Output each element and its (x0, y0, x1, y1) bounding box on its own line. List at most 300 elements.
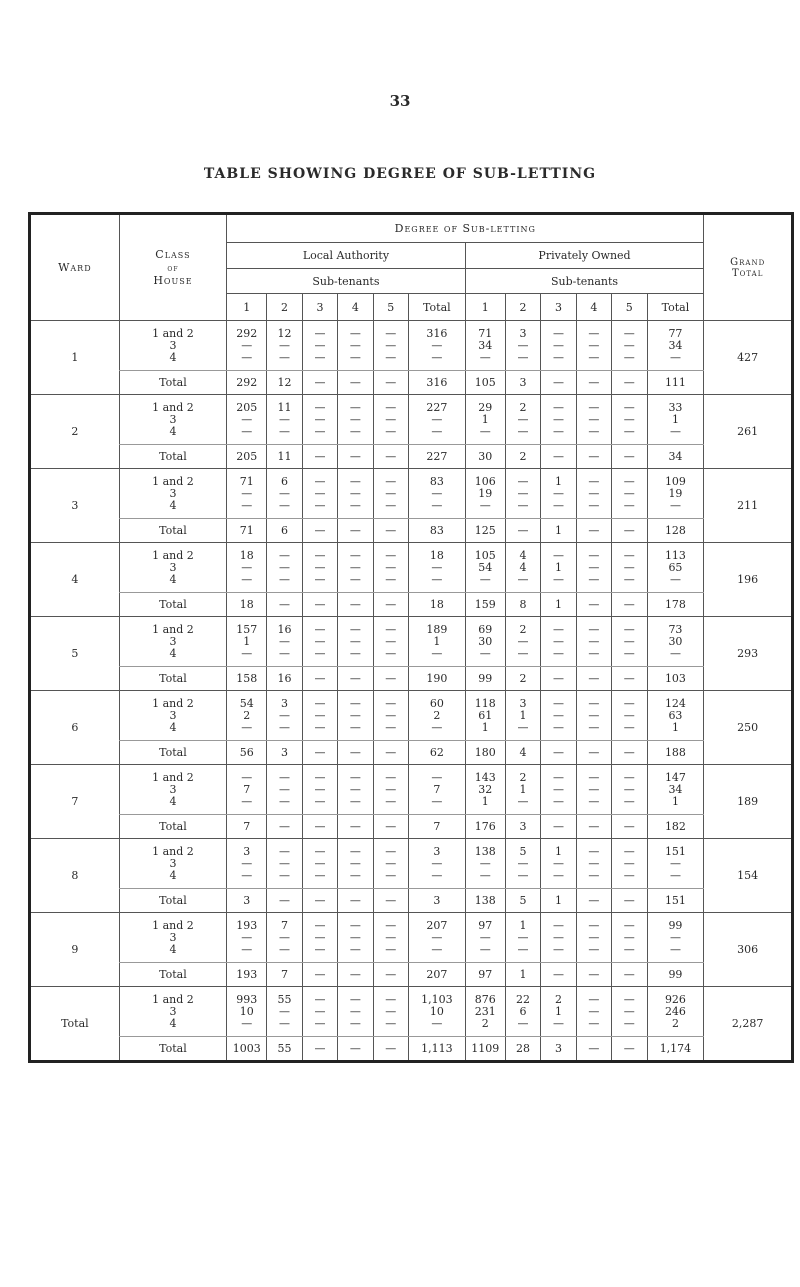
cell-value: — (241, 338, 253, 352)
cell-value: 193 (236, 918, 258, 932)
class-header-line-1: Class (155, 248, 191, 261)
cell-value: — (385, 400, 397, 414)
cell-value: 30 (478, 634, 493, 648)
local-total-cell (409, 987, 466, 1037)
local-5-total-cell: — (373, 667, 408, 691)
cell-value: — (552, 696, 564, 710)
private-1-total-cell: 125 (465, 519, 505, 543)
private-4-total-cell: — (576, 1037, 611, 1062)
local-2-total-cell: 16 (267, 667, 302, 691)
cell-value: — (385, 572, 397, 586)
local-1-total-cell: 7 (227, 815, 267, 839)
local-4-cell (338, 913, 373, 963)
local-5-cell (373, 543, 408, 593)
cell-value: — (385, 844, 397, 858)
cell-value: 1 (671, 720, 679, 734)
local-2-cell (267, 321, 302, 371)
cell-value: — (385, 646, 397, 660)
local-2-cell (267, 987, 302, 1037)
cell-value: 54 (478, 560, 493, 574)
cell-value: 99 (668, 918, 683, 932)
grand-total-cell: 427 (704, 321, 793, 395)
cell-value: — (552, 942, 564, 956)
private-2-total-cell: 2 (505, 445, 540, 469)
private-3-total-cell: — (541, 741, 576, 765)
cell-value: — (517, 634, 529, 648)
local-total-total-cell: 190 (409, 667, 466, 691)
local-3-cell (302, 839, 337, 889)
local-5-total-cell: — (373, 815, 408, 839)
cell-value: — (623, 794, 635, 808)
local-1-cell (227, 987, 267, 1037)
private-4-cell (576, 469, 611, 519)
total-label: Total (119, 519, 226, 543)
cell-value: — (279, 942, 291, 956)
cell-value: 69 (478, 622, 493, 636)
ward-cell: 8 (30, 839, 120, 913)
private-3-cell (541, 395, 576, 445)
cell-value: — (517, 474, 529, 488)
class-cell (119, 839, 226, 889)
cell-value: 2 (433, 708, 441, 722)
local-2-cell (267, 543, 302, 593)
cell-value: 71 (478, 326, 493, 340)
cell-value: — (349, 856, 361, 870)
cell-value: — (385, 868, 397, 882)
cell-value: 32 (478, 782, 493, 796)
local-2-cell (267, 395, 302, 445)
private-4-cell (576, 839, 611, 889)
cell-value: 34 (668, 338, 683, 352)
cell-value: 3 (243, 844, 251, 858)
grand-total-cell: 211 (704, 469, 793, 543)
total-row (30, 963, 793, 987)
private-5-total-cell: — (612, 815, 647, 839)
private-total-cell (647, 543, 704, 593)
cell-value: — (623, 498, 635, 512)
cell-value: — (349, 696, 361, 710)
cell-value: — (241, 770, 253, 784)
total-label: Total (119, 815, 226, 839)
cell-value: — (669, 572, 681, 586)
cell-value: — (623, 1004, 635, 1018)
private-1-cell (465, 987, 505, 1037)
cell-value: 10 (429, 1004, 444, 1018)
cell-value: — (349, 400, 361, 414)
cell-value: — (517, 498, 529, 512)
local-1-cell (227, 395, 267, 445)
cell-value: 34 (478, 338, 493, 352)
class-cell (119, 395, 226, 445)
cell-value: — (552, 868, 564, 882)
cell-value: 19 (668, 486, 683, 500)
cell-value: — (431, 498, 443, 512)
cell-value: — (349, 486, 361, 500)
private-1-total-cell: 138 (465, 889, 505, 913)
private-2-total-cell: 3 (505, 371, 540, 395)
cell-value: — (349, 782, 361, 796)
local-4-total-cell: — (338, 815, 373, 839)
class-line: 3 (169, 634, 177, 648)
cell-value: — (241, 942, 253, 956)
class-line: 3 (169, 338, 177, 352)
table-row (30, 617, 793, 667)
degree-header: Degree of Sub-letting (227, 214, 704, 243)
local-2-total-cell: — (267, 593, 302, 617)
local-1-total-cell: 1003 (227, 1037, 267, 1062)
local-total-total-cell: 1,113 (409, 1037, 466, 1062)
table-row (30, 321, 793, 371)
cell-value: — (517, 646, 529, 660)
cell-value: 2 (671, 1016, 679, 1030)
cell-value: 12 (277, 326, 292, 340)
local-1-total-cell: 193 (227, 963, 267, 987)
cell-value: — (279, 560, 291, 574)
cell-value: — (623, 400, 635, 414)
cell-value: 316 (426, 326, 448, 340)
cell-value: 3 (519, 326, 527, 340)
private-5-total-cell: — (612, 741, 647, 765)
cell-value: — (314, 720, 326, 734)
cell-value: — (552, 708, 564, 722)
local-total-cell (409, 691, 466, 741)
cell-value: 77 (668, 326, 683, 340)
cell-value: — (517, 486, 529, 500)
cell-value: — (385, 560, 397, 574)
class-line: 1 and 2 (152, 400, 194, 414)
cell-value: — (314, 794, 326, 808)
cell-value: 118 (474, 696, 496, 710)
cell-value: — (279, 856, 291, 870)
cell-value: — (279, 424, 291, 438)
private-5-total-cell: — (612, 519, 647, 543)
private-4-cell (576, 617, 611, 667)
cell-value: — (479, 930, 491, 944)
cell-value: — (588, 770, 600, 784)
private-2-cell (505, 617, 540, 667)
class-line: 4 (169, 868, 177, 882)
cell-value: — (623, 930, 635, 944)
private-2-cell (505, 469, 540, 519)
private-5-total-cell: — (612, 1037, 647, 1062)
cell-value: — (279, 572, 291, 586)
cell-value: — (552, 350, 564, 364)
local-total-total-cell: 316 (409, 371, 466, 395)
cell-value: — (279, 412, 291, 426)
cell-value: — (349, 942, 361, 956)
cell-value: — (314, 868, 326, 882)
class-cell (119, 321, 226, 371)
cell-value: — (385, 486, 397, 500)
cell-value: — (588, 338, 600, 352)
cell-value: 4 (519, 560, 527, 574)
cell-value: — (314, 350, 326, 364)
local-2-total-cell: 7 (267, 963, 302, 987)
cell-value: — (314, 770, 326, 784)
cell-value: — (669, 856, 681, 870)
private-2-total-cell: 28 (505, 1037, 540, 1062)
cell-value: — (314, 474, 326, 488)
cell-value: 1 (554, 474, 562, 488)
cell-value: — (314, 338, 326, 352)
class-line: 1 and 2 (152, 326, 194, 340)
local-5-total-cell: — (373, 741, 408, 765)
local-1-total-cell: 71 (227, 519, 267, 543)
local-3-cell (302, 987, 337, 1037)
cell-value: — (349, 424, 361, 438)
table-row (30, 543, 793, 593)
private-5-cell (612, 395, 647, 445)
local-total-total-cell: 207 (409, 963, 466, 987)
total-row (30, 593, 793, 617)
cell-value: 1 (554, 1004, 562, 1018)
cell-value: — (279, 930, 291, 944)
cell-value: 60 (429, 696, 444, 710)
cell-value: 73 (668, 622, 683, 636)
cell-value: — (349, 646, 361, 660)
table-row (30, 469, 793, 519)
class-line: 1 and 2 (152, 548, 194, 562)
private-total-total-cell: 103 (647, 667, 704, 691)
private-5-total-cell: — (612, 593, 647, 617)
grand-total-header (704, 214, 793, 321)
table-title: TABLE SHOWING DEGREE OF SUB-LETTING (203, 166, 597, 182)
cell-value: — (517, 1016, 529, 1030)
cell-value: — (479, 856, 491, 870)
cell-value: — (552, 794, 564, 808)
cell-value: — (314, 646, 326, 660)
cell-value: — (385, 992, 397, 1006)
private-1-cell (465, 691, 505, 741)
cell-value: — (623, 646, 635, 660)
private-2-cell (505, 691, 540, 741)
local-2-total-cell: 11 (267, 445, 302, 469)
ward-cell: 6 (30, 691, 120, 765)
cell-value: — (314, 622, 326, 636)
private-total-cell (647, 987, 704, 1037)
cell-value: — (623, 992, 635, 1006)
total-label: Total (119, 963, 226, 987)
cell-value: — (588, 548, 600, 562)
private-5-cell (612, 617, 647, 667)
cell-value: — (349, 548, 361, 562)
cell-value: — (623, 708, 635, 722)
cell-value: 54 (239, 696, 254, 710)
cell-value: — (552, 572, 564, 586)
cell-value: — (431, 424, 443, 438)
local-5-total-cell: — (373, 1037, 408, 1062)
cell-value: 18 (429, 548, 444, 562)
local-1-cell (227, 321, 267, 371)
local-total-total-cell: 83 (409, 519, 466, 543)
cell-value: 18 (239, 548, 254, 562)
class-cell (119, 469, 226, 519)
cell-value: 1 (481, 412, 489, 426)
cell-value: — (385, 696, 397, 710)
cell-value: 157 (236, 622, 258, 636)
local-4-cell (338, 543, 373, 593)
cell-value: — (431, 856, 443, 870)
total-row (30, 667, 793, 691)
cell-value: — (588, 918, 600, 932)
local-5-cell (373, 691, 408, 741)
local-3-cell (302, 913, 337, 963)
cell-value: — (279, 350, 291, 364)
cell-value: — (349, 992, 361, 1006)
ward-cell: Total (30, 987, 120, 1062)
private-total-total-cell: 111 (647, 371, 704, 395)
total-label: Total (119, 741, 226, 765)
cell-value: — (385, 856, 397, 870)
private-1-cell (465, 617, 505, 667)
total-label: Total (119, 889, 226, 913)
local-subtenants-header: Sub-tenants (227, 269, 466, 294)
cell-value: — (623, 350, 635, 364)
cell-value: — (588, 498, 600, 512)
cell-value: — (623, 856, 635, 870)
private-total-cell (647, 913, 704, 963)
cell-value: 1 (671, 794, 679, 808)
cell-value: 1 (519, 782, 527, 796)
cell-value: — (623, 720, 635, 734)
class-line: 4 (169, 646, 177, 660)
private-3-cell (541, 469, 576, 519)
cell-value: — (588, 424, 600, 438)
cell-value: — (241, 350, 253, 364)
total-row (30, 371, 793, 395)
private-4-cell (576, 321, 611, 371)
cell-value: — (314, 400, 326, 414)
cell-value: — (349, 350, 361, 364)
private-4-cell (576, 543, 611, 593)
private-3-cell (541, 765, 576, 815)
cell-value: — (588, 930, 600, 944)
local-3-total-cell: — (302, 519, 337, 543)
ward-header: Ward (30, 214, 120, 321)
cell-value: — (623, 326, 635, 340)
cell-value: — (385, 708, 397, 722)
cell-value: — (349, 918, 361, 932)
cell-value: — (431, 412, 443, 426)
cell-value: — (588, 1004, 600, 1018)
cell-value: 105 (474, 548, 496, 562)
cell-value: 1 (433, 634, 441, 648)
local-5-total-cell: — (373, 519, 408, 543)
cell-value: — (669, 424, 681, 438)
private-3-cell (541, 617, 576, 667)
cell-value: 1 (243, 634, 251, 648)
cell-value: — (279, 646, 291, 660)
private-3-cell (541, 987, 576, 1037)
private-2-total-cell: 8 (505, 593, 540, 617)
private-5-cell (612, 839, 647, 889)
cell-value: — (241, 486, 253, 500)
cell-value: — (431, 560, 443, 574)
cell-value: — (479, 424, 491, 438)
cell-value: — (552, 646, 564, 660)
cell-value: 6 (519, 1004, 527, 1018)
cell-value: — (552, 1016, 564, 1030)
private-2-cell (505, 987, 540, 1037)
private-total-total-cell: 151 (647, 889, 704, 913)
cell-value: — (279, 794, 291, 808)
local-3-total-cell: — (302, 963, 337, 987)
local-2-cell (267, 617, 302, 667)
cell-value: — (279, 770, 291, 784)
cell-value: 151 (664, 844, 686, 858)
cell-value: — (623, 486, 635, 500)
private-total-cell (647, 395, 704, 445)
cell-value: — (517, 930, 529, 944)
cell-value: 143 (474, 770, 496, 784)
private-3-total-cell: 1 (541, 519, 576, 543)
local-5-cell (373, 617, 408, 667)
private-5-total-cell: — (612, 889, 647, 913)
local-5-cell (373, 839, 408, 889)
grand-total-cell: 189 (704, 765, 793, 839)
local-5-cell (373, 469, 408, 519)
private-3-cell (541, 543, 576, 593)
cell-value: — (241, 720, 253, 734)
local-total-cell (409, 617, 466, 667)
cell-value: 1 (671, 412, 679, 426)
private-5-total-cell: — (612, 963, 647, 987)
cell-value: — (588, 1016, 600, 1030)
private-3-cell (541, 839, 576, 889)
cell-value: 71 (239, 474, 254, 488)
cell-value: — (314, 696, 326, 710)
local-3-cell (302, 543, 337, 593)
cell-value: — (588, 844, 600, 858)
cell-value: — (623, 548, 635, 562)
private-2-total-cell: 4 (505, 741, 540, 765)
cell-value: — (314, 326, 326, 340)
cell-value: — (314, 782, 326, 796)
private-3-total-cell: — (541, 667, 576, 691)
class-line: 4 (169, 350, 177, 364)
local-4-cell (338, 839, 373, 889)
cell-value: 16 (277, 622, 292, 636)
local-4-cell (338, 987, 373, 1037)
local-2-total-cell: — (267, 815, 302, 839)
cell-value: — (588, 942, 600, 956)
cell-value: 1 (554, 560, 562, 574)
cell-value: — (588, 794, 600, 808)
ward-cell: 2 (30, 395, 120, 469)
cell-value: — (588, 400, 600, 414)
cell-value: — (552, 326, 564, 340)
cell-value: — (314, 548, 326, 562)
cell-value: — (588, 868, 600, 882)
local-total-cell (409, 765, 466, 815)
sub-letting-table (28, 212, 794, 1063)
cell-value: — (314, 1004, 326, 1018)
cell-value: 189 (426, 622, 448, 636)
private-1-cell (465, 913, 505, 963)
private-col-header-2: 2 (505, 294, 540, 321)
cell-value: — (314, 572, 326, 586)
class-header-line-2: of (167, 264, 179, 274)
private-2-total-cell: 2 (505, 667, 540, 691)
cell-value: — (623, 424, 635, 438)
local-5-total-cell: — (373, 593, 408, 617)
cell-value: — (241, 794, 253, 808)
cell-value: — (385, 338, 397, 352)
local-4-cell (338, 469, 373, 519)
cell-value: — (431, 720, 443, 734)
local-3-cell (302, 395, 337, 445)
private-3-cell (541, 913, 576, 963)
